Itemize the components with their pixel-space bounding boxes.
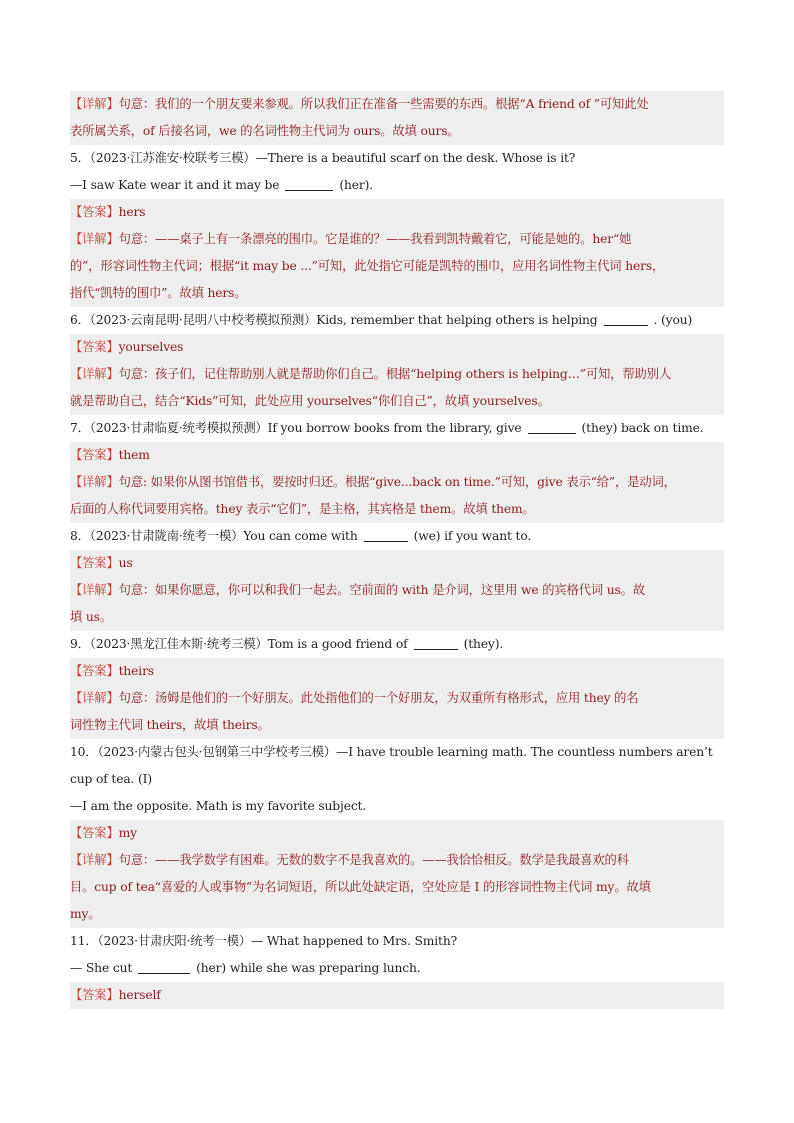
answer-label: 【答案】	[70, 988, 119, 1002]
explain-label: 【详解】	[70, 367, 119, 381]
explain-label: 【详解】	[70, 853, 119, 867]
explain-line: 词性物主代词 theirs，故填 theirs。	[70, 712, 724, 739]
explain-line: 【详解】句意: 如果你从图书馆借书，要按时归还。根据“give...back on time.”可知，give 表示“给”，是动词，	[70, 469, 724, 496]
explain-line: 【详解】句意：我们的一个朋友要来参观。所以我们正在准备一些需要的东西。根据“A friend of ”可知此处	[70, 91, 724, 118]
explain-label: 【详解】	[70, 691, 119, 705]
answer-line: 【答案】herself	[70, 982, 724, 1009]
question-6: 6．（2023·云南昆明·昆明八中校考模拟预测）Kids, remember that helping others is helping . (you)	[70, 313, 693, 327]
document-page	[70, 91, 724, 1009]
explain-label: 【详解】	[70, 475, 119, 489]
answer-line: 【答案】hers	[70, 199, 724, 226]
answer-line: 【答案】us	[70, 550, 724, 577]
answer-line: 【答案】yourselves	[70, 334, 724, 361]
question-10: 10．（2023·内蒙古包头·包钢第三中学校考三模）—I have trouble learning math. The countless numbers aren’t	[70, 745, 713, 759]
explain-line: my。	[70, 901, 724, 928]
explain-line: 目。cup of tea“喜爱的人或事物”为名词短语，所以此处缺定语，空处应是 I 的形容词性物主代词 my。故填	[70, 874, 724, 901]
explain-line: 指代“凯特的围巾”。故填 hers。	[70, 280, 724, 307]
explain-line: 【详解】句意：——我学数学有困难。无数的数字不是我喜欢的。——我恰恰相反。数学是我最喜欢的科	[70, 847, 724, 874]
question-10-line2: cup of tea. (I)	[70, 772, 153, 786]
answer-label: 【答案】	[70, 826, 119, 840]
explain-label: 【详解】	[70, 97, 119, 111]
answer-blank	[138, 959, 190, 974]
explain-line: 【详解】句意：——桌子上有一条漂亮的围巾。它是谁的？——我看到凯特戴着它，可能是她的。her“她	[70, 226, 724, 253]
question-11-line2: — She cut (her) while she was preparing lunch.	[70, 961, 421, 975]
answer-line: 【答案】them	[70, 442, 724, 469]
explain-line: 【详解】句意：如果你愿意，你可以和我们一起去。空前面的 with 是介词，这里用 we 的宾格代词 us。故	[70, 577, 724, 604]
explain-line: 【详解】句意：孩子们，记住帮助别人就是帮助你们自己。根据“helping others is helping…”可知，帮助别人	[70, 361, 724, 388]
answer-blank	[364, 527, 408, 542]
answer-line: 【答案】theirs	[70, 658, 724, 685]
explain-line: 就是帮助自己，结合“Kids”可知，此处应用 yourselves“你们自己”，故填 yourselves。	[70, 388, 724, 415]
answer-label: 【答案】	[70, 448, 119, 462]
answer-line: 【答案】my	[70, 820, 724, 847]
explain-line: 后面的人称代词要用宾格。they 表示“它们”，是主格，其宾格是 them。故填 them。	[70, 496, 724, 523]
answer-label: 【答案】	[70, 205, 119, 219]
answer-blank	[414, 635, 458, 650]
answer-label: 【答案】	[70, 556, 119, 570]
explain-line: 的”，形容词性物主代词；根据“it may be ...”可知，此处指它可能是凯特的围巾，应用名词性物主代词 hers，	[70, 253, 724, 280]
explain-label: 【详解】	[70, 232, 119, 246]
answer-blank	[285, 176, 333, 191]
question-9: 9．（2023·黑龙江佳木斯·统考三模）Tom is a good friend of (they).	[70, 637, 504, 651]
answer-blank	[528, 419, 576, 434]
answer-blank	[604, 311, 648, 326]
question-5: 5．（2023·江苏淮安·校联考三模）—There is a beautiful scarf on the desk. Whose is it?	[70, 151, 576, 165]
question-10-line3: —I am the opposite. Math is my favorite subject.	[70, 799, 367, 813]
explain-label: 【详解】	[70, 583, 119, 597]
question-11: 11．（2023·甘肃庆阳·统考一模）— What happened to Mrs. Smith?	[70, 934, 458, 948]
explain-line: 表所属关系，of 后接名词，we 的名词性物主代词为 ours。故填 ours。	[70, 118, 724, 145]
question-5-line2: —I saw Kate wear it and it may be (her).	[70, 178, 374, 192]
explain-line: 【详解】句意：汤姆是他们的一个好朋友。此处指他们的一个好朋友，为双重所有格形式，应用 they 的名	[70, 685, 724, 712]
answer-label: 【答案】	[70, 664, 119, 678]
question-7: 7．（2023·甘肃临夏·统考模拟预测）If you borrow books from the library, give (they) back on time.	[70, 421, 704, 435]
explain-line: 填 us。	[70, 604, 724, 631]
question-8: 8．（2023·甘肃陇南·统考一模）You can come with (we) if you want to.	[70, 529, 532, 543]
answer-label: 【答案】	[70, 340, 119, 354]
